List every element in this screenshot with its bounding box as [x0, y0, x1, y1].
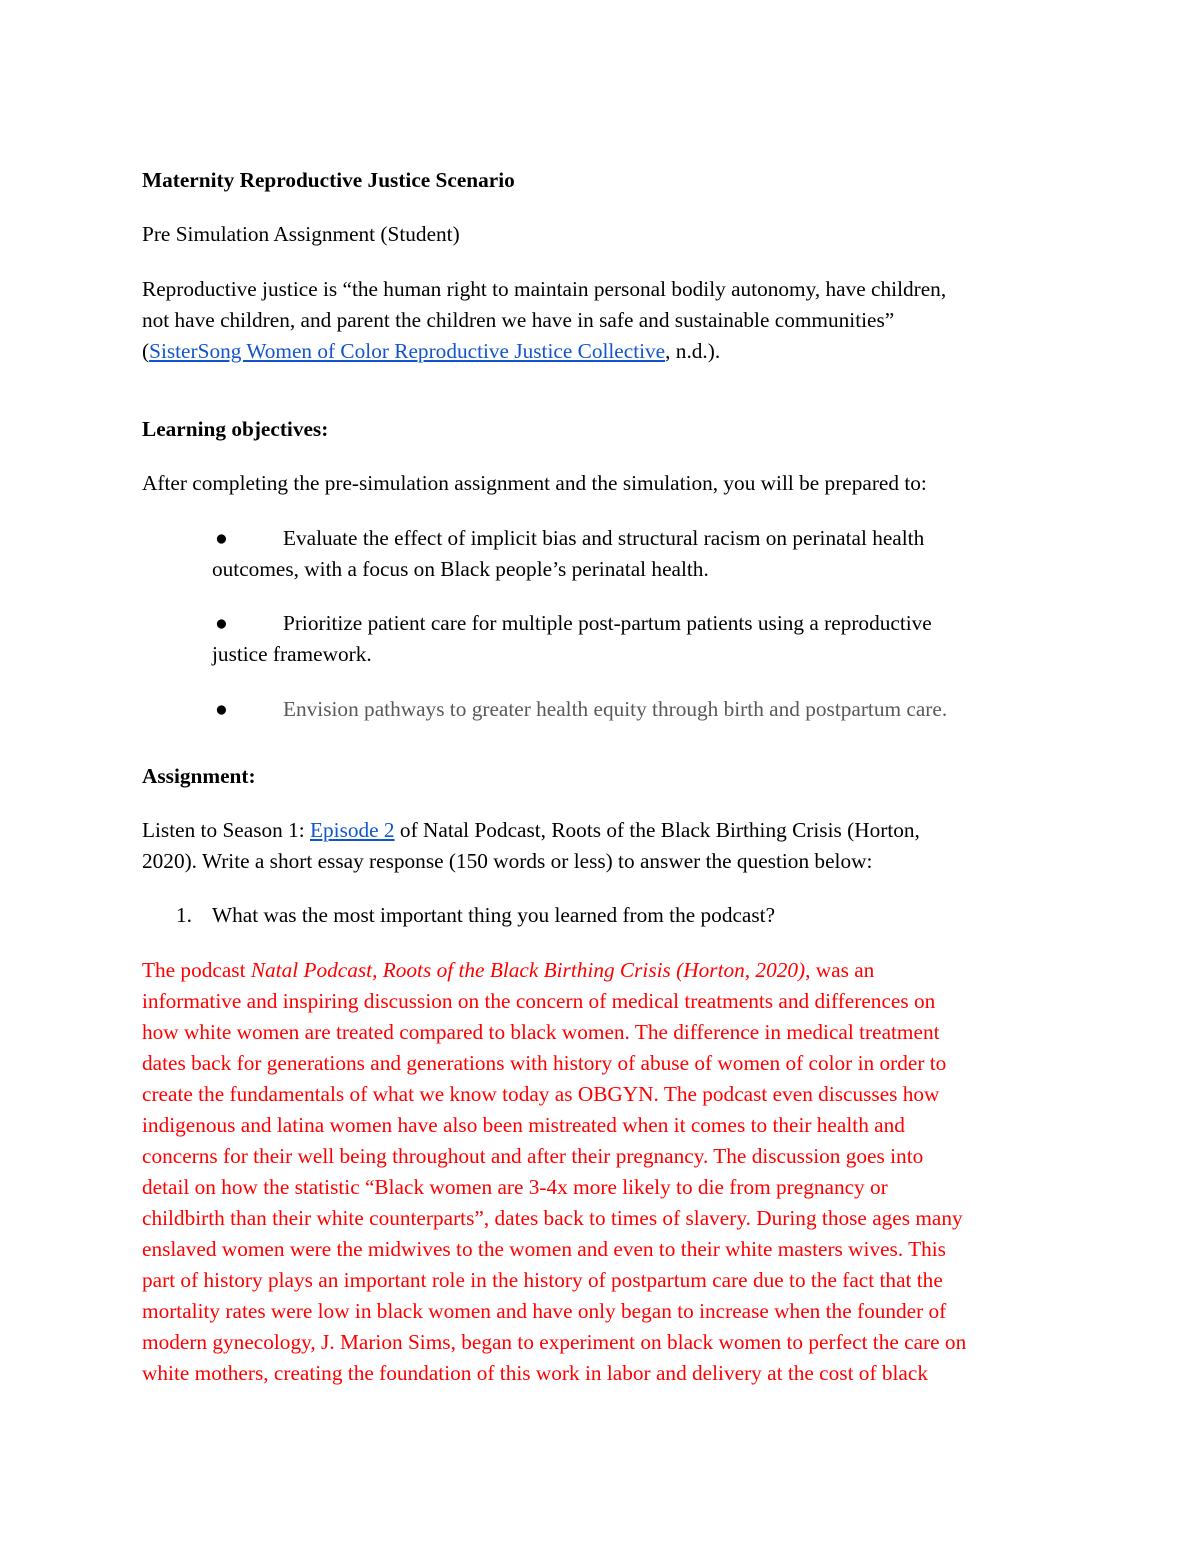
response-italic-title: Natal Podcast, Roots of the Black Birthing Crisis (Horton, 2020): [250, 958, 806, 982]
definition-line-1: Reproductive justice is “the human right to maintain personal bodily autonomy, have children,: [142, 277, 947, 301]
response-line: dates back for generations and generations with history of abuse of women of color in order to: [142, 1051, 947, 1075]
document-title: Maternity Reproductive Justice Scenario: [142, 168, 515, 192]
response-line: informative and inspiring discussion on the concern of medical treatments and differences on: [142, 989, 936, 1013]
objective-text-line-1: Prioritize patient care for multiple post-partum patients using a reproductive: [283, 611, 932, 635]
bullet-icon: ●: [215, 611, 228, 635]
objective-text-line-2: outcomes, with a focus on Black people’s perinatal health.: [212, 557, 709, 581]
objective-item: [215, 608, 932, 639]
citation-suffix: , n.d.).: [665, 339, 721, 363]
objective-item: [215, 694, 947, 725]
response-line: create the fundamentals of what we know today as OBGYN. The podcast even discusses how: [142, 1082, 940, 1106]
objective-item: [215, 523, 924, 554]
bullet-icon: ●: [215, 697, 228, 721]
objective-text-line-1: Evaluate the effect of implicit bias and structural racism on perinatal health: [283, 526, 925, 550]
response-line: mortality rates were low in black women and have only began to increase when the founder of: [142, 1299, 947, 1323]
assignment-line-2: 2020). Write a short essay response (150 words or less) to answer the question below:: [142, 849, 873, 873]
episode-link[interactable]: Episode 2: [310, 818, 395, 842]
response-line: detail on how the statistic “Black women are 3-4x more likely to die from pregnancy or: [142, 1175, 888, 1199]
response-text: , was an: [805, 958, 875, 982]
response-line: childbirth than their white counterparts”, dates back to times of slavery. During those ages many: [142, 1206, 963, 1230]
citation-open-paren: (: [142, 339, 150, 363]
response-line: enslaved women were the midwives to the women and even to their white masters wives. This: [142, 1237, 946, 1261]
objectives-intro: After completing the pre-simulation assignment and the simulation, you will be prepared to:: [142, 471, 927, 495]
definition-line-2: not have children, and parent the children we have in safe and sustainable communities”: [142, 308, 895, 332]
response-text: The podcast: [142, 958, 251, 982]
objectives-heading: Learning objectives:: [142, 417, 329, 441]
bullet-icon: ●: [215, 526, 228, 550]
response-line: [142, 955, 874, 986]
sistersong-link[interactable]: SisterSong Women of Color Reproductive Justice Collective: [149, 339, 666, 363]
question-text: What was the most important thing you learned from the podcast?: [212, 903, 776, 927]
question-number: 1.: [176, 903, 192, 927]
response-line: white mothers, creating the foundation of this work in labor and delivery at the cost of black: [142, 1361, 928, 1385]
assignment-heading: Assignment:: [142, 764, 256, 788]
assignment-line-1: [142, 815, 920, 846]
response-line: how white women are treated compared to black women. The difference in medical treatment: [142, 1020, 940, 1044]
objective-text-line-1: Envision pathways to greater health equity through birth and postpartum care.: [283, 697, 948, 721]
response-line: indigenous and latina women have also been mistreated when it comes to their health and: [142, 1113, 905, 1137]
objective-text-line-2: justice framework.: [212, 642, 372, 666]
response-line: part of history plays an important role in the history of postpartum care due to the fact that the: [142, 1268, 943, 1292]
question-item: [176, 900, 775, 931]
assignment-text: of Natal Podcast, Roots of the Black Birthing Crisis (Horton,: [394, 818, 920, 842]
response-line: concerns for their well being throughout and after their pregnancy. The discussion goes into: [142, 1144, 924, 1168]
assignment-text: Listen to Season 1:: [142, 818, 310, 842]
response-line: modern gynecology, J. Marion Sims, began to experiment on black women to perfect the care on: [142, 1330, 967, 1354]
definition-line-3: [142, 336, 720, 367]
document-subtitle: Pre Simulation Assignment (Student): [142, 222, 460, 246]
